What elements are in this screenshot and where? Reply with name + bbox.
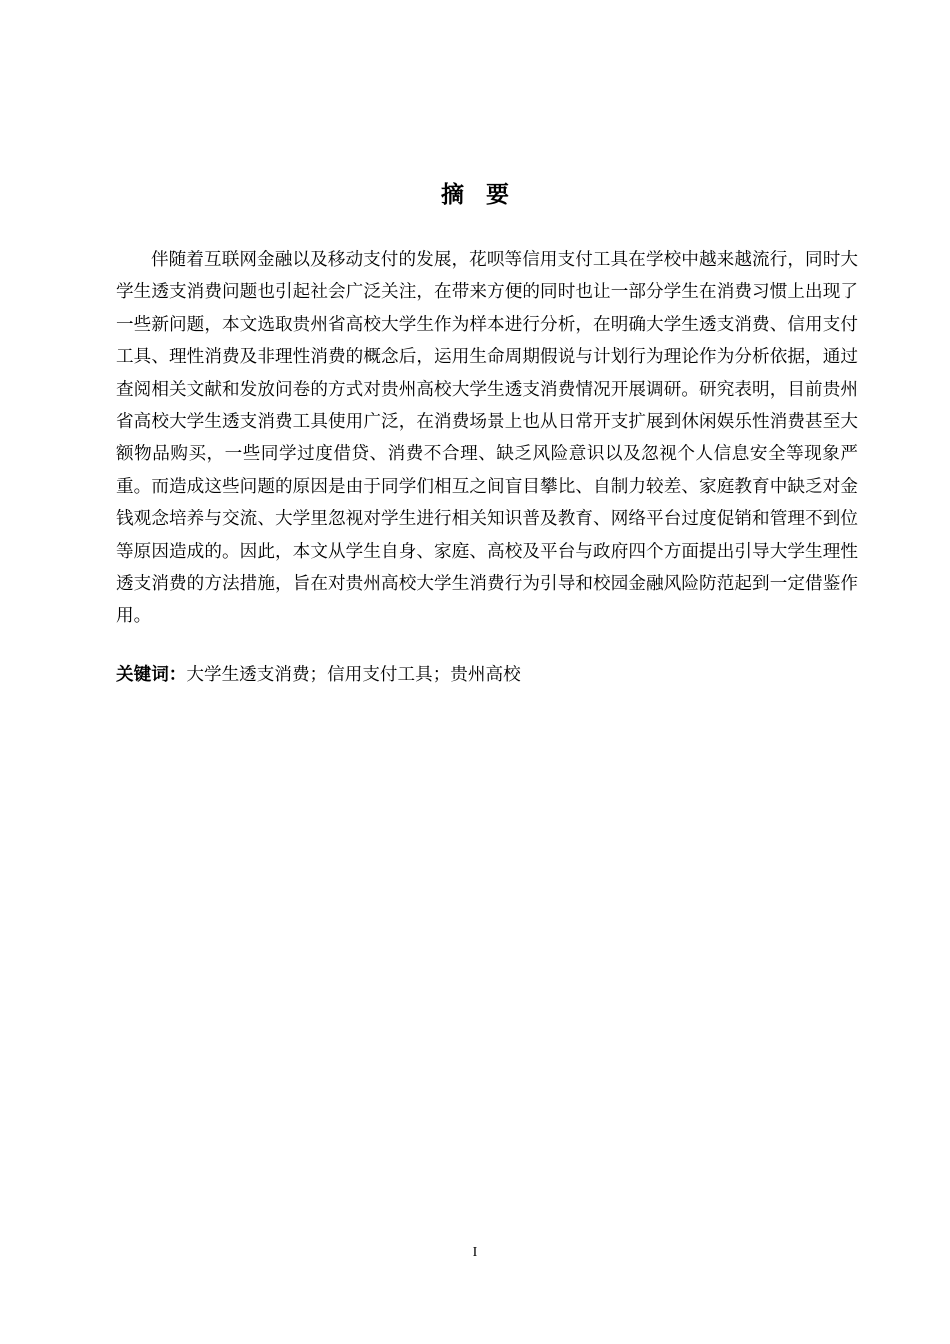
abstract-body: 伴随着互联网金融以及移动支付的发展，花呗等信用支付工具在学校中越来越流行，同时大学生透支消费问题也引起社会广泛关注，在带来方便的同时也让一部分学生在消费习惯上出现了一些新问题，本文选取贵州省高校大学生作为样本进行分析，在明确大学生透支消费、信用支付工具、理性消费及非理性消费的概念后，运用生命周期假说与计划行为理论作为分析依据，通过查阅相关文献和发放问卷的方式对贵州高校大学生透支消费情况开展调研。研究表明，目前贵州省高校大学生透支消费工具使用广泛，在消费场景上也从日常开支扩展到休闲娱乐性消费甚至大额物品购买，一些同学过度借贷、消费不合理、缺乏风险意识以及忽视个人信息安全等现象严重。而造成这些问题的原因是由于同学们相互之间盲目攀比、自制力较差、家庭教育中缺乏对金钱观念培养与交流、大学里忽视对学生进行相关知识普及教育、网络平台过度促销和管理不到位等原因造成的。因此，本文从学生自身、家庭、高校及平台与政府四个方面提出引导大学生理性透支消费的方法措施，旨在对贵州高校大学生消费行为引导和校园金融风险防范起到一定借鉴作用。 xyxy=(116,250,858,627)
page-number: I xyxy=(472,1245,478,1260)
abstract-title: 摘要 xyxy=(441,182,531,208)
keywords-line xyxy=(116,660,858,690)
keywords-text: 大学生透支消费；信用支付工具；贵州高校 xyxy=(186,665,521,685)
keywords-label: 关键词： xyxy=(116,665,187,685)
